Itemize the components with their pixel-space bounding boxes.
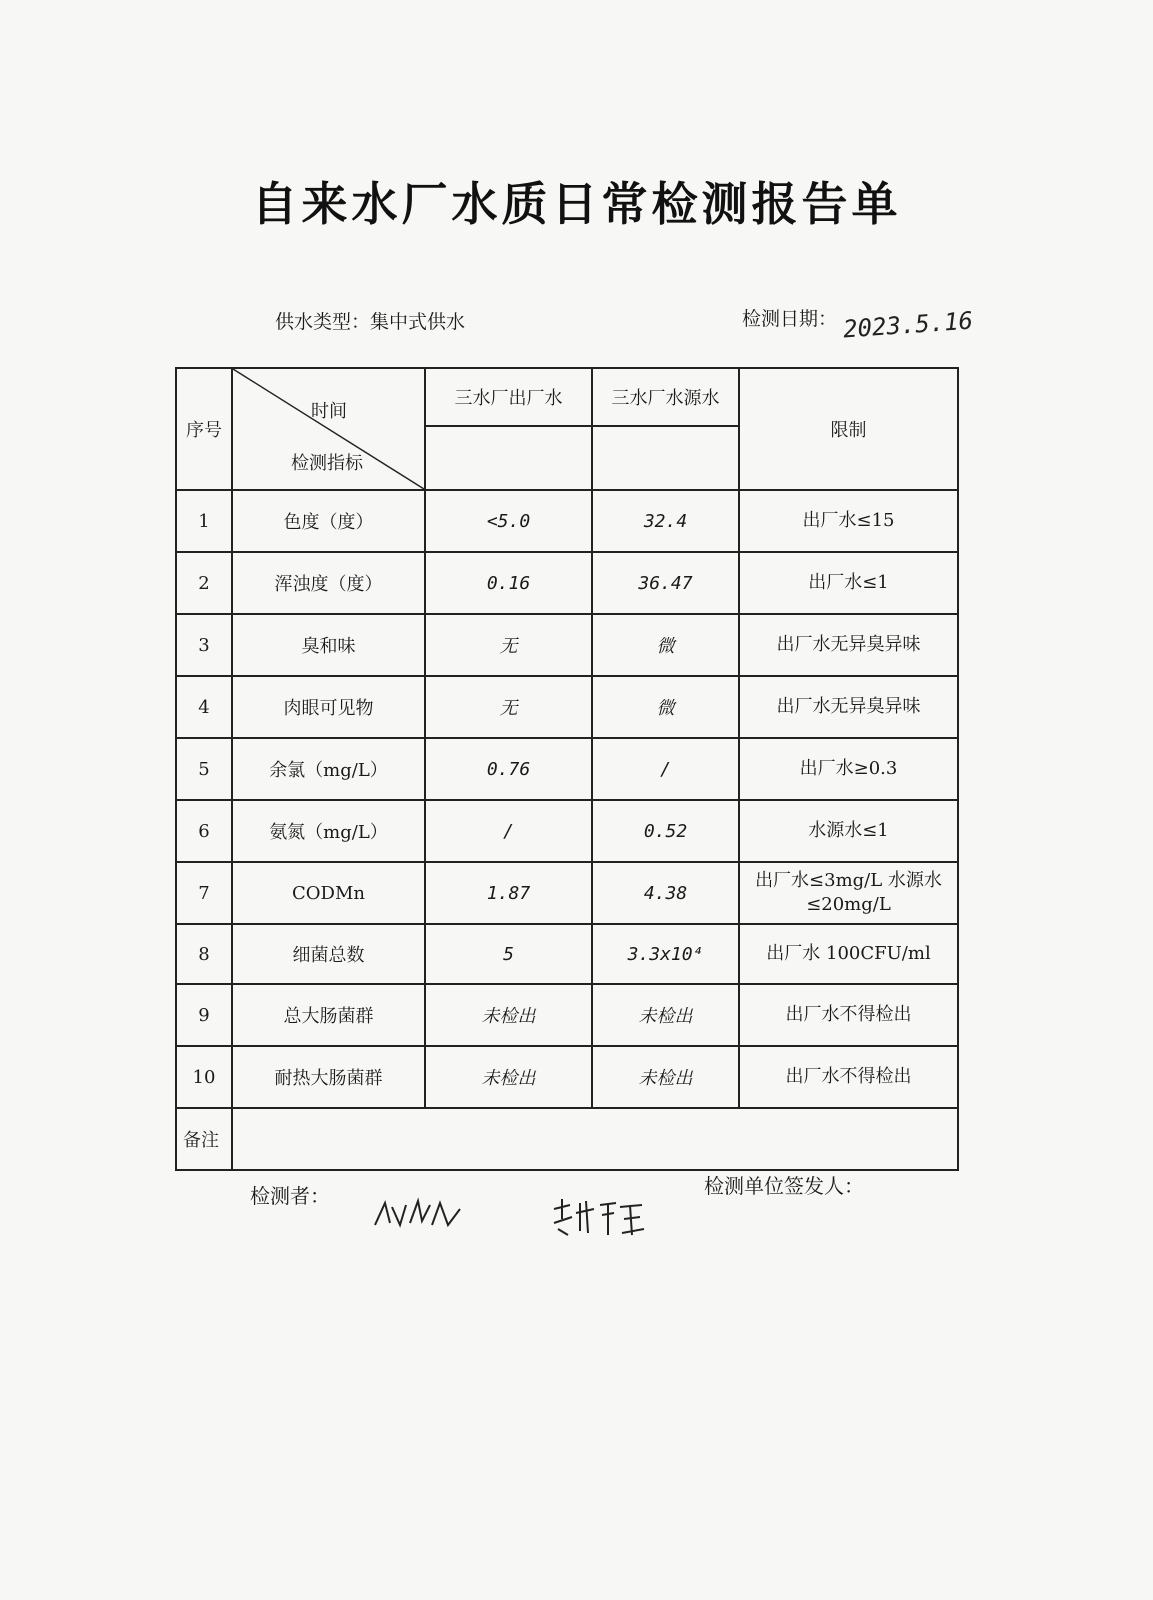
row-limit: 水源水≤1: [739, 800, 958, 862]
row-value-source: 微: [592, 614, 739, 676]
row-value-outlet: 未检出: [425, 984, 592, 1046]
row-value-source: 36.47: [592, 552, 739, 614]
row-value-outlet: 0.76: [425, 738, 592, 800]
row-value-outlet: 未检出: [425, 1046, 592, 1108]
row-no: 7: [176, 862, 232, 924]
row-limit: 出厂水不得检出: [739, 1046, 958, 1108]
row-value-outlet: 无: [425, 614, 592, 676]
row-value-outlet: /: [425, 800, 592, 862]
row-value-source: /: [592, 738, 739, 800]
row-limit: 出厂水≤1: [739, 552, 958, 614]
table-row: [176, 1046, 958, 1108]
row-indicator: 氨氮（mg/L）: [232, 800, 425, 862]
row-value-outlet: 5: [425, 924, 592, 984]
row-indicator: 余氯（mg/L）: [232, 738, 425, 800]
remark-value: [232, 1108, 958, 1170]
row-indicator: 总大肠菌群: [232, 984, 425, 1046]
col1-header: 三水厂出厂水: [425, 368, 592, 426]
table-row: [176, 552, 958, 614]
test-date-value: 2023.5.16: [842, 306, 974, 344]
row-indicator: 肉眼可见物: [232, 676, 425, 738]
row-no: 9: [176, 984, 232, 1046]
remark-row: [176, 1108, 958, 1170]
table-row: [176, 984, 958, 1046]
tester-signature: [370, 1195, 470, 1235]
limit-header: 限制: [739, 368, 958, 490]
report-table: [175, 367, 959, 1171]
row-value-outlet: 0.16: [425, 552, 592, 614]
seq-header: 序号: [176, 368, 232, 490]
row-limit: 出厂水 100CFU/ml: [739, 924, 958, 984]
col2-header: 三水厂水源水: [592, 368, 739, 426]
remark-label: 备注: [176, 1108, 232, 1170]
row-value-source: 微: [592, 676, 739, 738]
row-limit: 出厂水≤3mg/L 水源水≤20mg/L: [739, 862, 958, 924]
row-indicator: 细菌总数: [232, 924, 425, 984]
test-date-label: 检测日期：: [742, 308, 838, 330]
row-limit: 出厂水≥0.3: [739, 738, 958, 800]
table-row: [176, 676, 958, 738]
supply-type: 供水类型：集中式供水: [275, 311, 466, 333]
row-value-source: 0.52: [592, 800, 739, 862]
row-no: 1: [176, 490, 232, 552]
row-no: 4: [176, 676, 232, 738]
tester-label: 检测者：: [250, 1184, 330, 1208]
row-value-source: 4.38: [592, 862, 739, 924]
row-no: 5: [176, 738, 232, 800]
row-value-source: 未检出: [592, 984, 739, 1046]
row-no: 2: [176, 552, 232, 614]
row-limit: 出厂水≤15: [739, 490, 958, 552]
row-value-outlet: 1.87: [425, 862, 592, 924]
row-value-source: 32.4: [592, 490, 739, 552]
row-limit: 出厂水无异臭异味: [739, 676, 958, 738]
row-value-outlet: 无: [425, 676, 592, 738]
table-row: [176, 738, 958, 800]
report-title: 自来水厂水质日常检测报告单: [251, 177, 902, 231]
test-date: [742, 303, 974, 344]
table-row: [176, 862, 958, 924]
issuer-signature: [550, 1195, 650, 1239]
row-no: 10: [176, 1046, 232, 1108]
table-row: [176, 800, 958, 862]
issuer-label: 检测单位签发人：: [704, 1174, 864, 1198]
row-indicator: 臭和味: [232, 614, 425, 676]
row-no: 6: [176, 800, 232, 862]
row-limit: 出厂水无异臭异味: [739, 614, 958, 676]
row-no: 3: [176, 614, 232, 676]
row-indicator: 耐热大肠菌群: [232, 1046, 425, 1108]
indicator-header: 检测指标: [291, 453, 363, 474]
col1-subheader: [425, 426, 592, 490]
row-no: 8: [176, 924, 232, 984]
row-value-source: 3.3x10⁴: [592, 924, 739, 984]
row-indicator: CODMn: [232, 862, 425, 924]
row-indicator: 色度（度）: [232, 490, 425, 552]
diagonal-header: [232, 368, 425, 490]
table-row: [176, 614, 958, 676]
row-indicator: 浑浊度（度）: [232, 552, 425, 614]
col2-subheader: [592, 426, 739, 490]
time-header: 时间: [311, 401, 347, 422]
table-row: [176, 490, 958, 552]
table-row: [176, 924, 958, 984]
row-value-source: 未检出: [592, 1046, 739, 1108]
header-row: [176, 368, 958, 426]
row-value-outlet: <5.0: [425, 490, 592, 552]
row-limit: 出厂水不得检出: [739, 984, 958, 1046]
